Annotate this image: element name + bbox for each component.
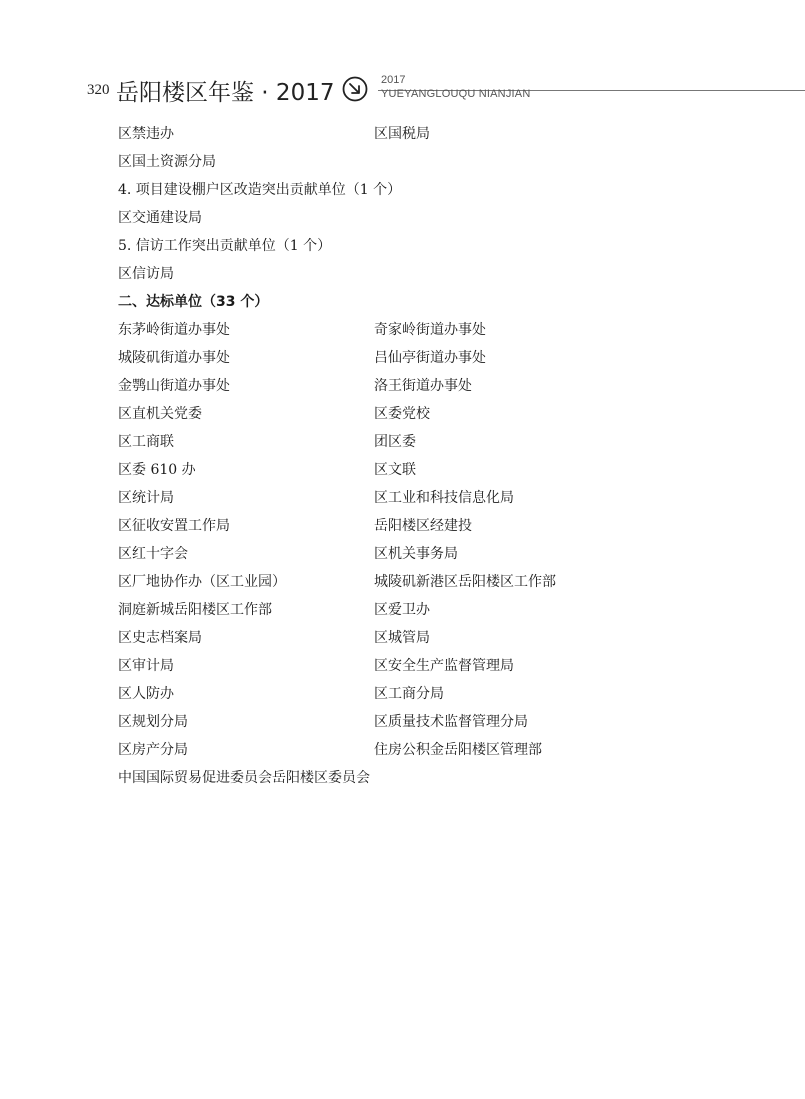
list-item: 区交通建设局 bbox=[118, 210, 202, 226]
list-row bbox=[118, 680, 758, 708]
list-row bbox=[118, 428, 758, 456]
list-row bbox=[118, 204, 758, 232]
list-row bbox=[118, 456, 758, 484]
arrow-circle-icon bbox=[342, 76, 368, 102]
list-item: 城陵矶新港区岳阳楼区工作部 bbox=[374, 574, 556, 590]
list-item: 金鹗山街道办事处 bbox=[118, 378, 230, 394]
list-item: 区工商分局 bbox=[374, 686, 444, 702]
section-heading-text: 二、达标单位（33 个） bbox=[118, 294, 269, 310]
list-row bbox=[118, 512, 758, 540]
list-item: 区信访局 bbox=[118, 266, 174, 282]
list-item: 洛王街道办事处 bbox=[374, 378, 472, 394]
list-item: 区机关事务局 bbox=[374, 546, 458, 562]
list-row bbox=[118, 540, 758, 568]
list-item: 区人防办 bbox=[118, 686, 174, 702]
list-row bbox=[118, 316, 758, 344]
list-item: 岳阳楼区经建投 bbox=[374, 518, 472, 534]
list-item: 区委党校 bbox=[374, 406, 430, 422]
list-row bbox=[118, 596, 758, 624]
list-item: 区安全生产监督管理局 bbox=[374, 658, 514, 674]
page-header bbox=[0, 66, 805, 116]
list-item: 区工商联 bbox=[118, 434, 174, 450]
list-item: 中国国际贸易促进委员会岳阳楼区委员会 bbox=[118, 770, 370, 786]
section-subheading bbox=[118, 176, 758, 204]
list-row bbox=[118, 372, 758, 400]
list-item: 区征收安置工作局 bbox=[118, 518, 230, 534]
list-row bbox=[118, 400, 758, 428]
list-item: 奇家岭街道办事处 bbox=[374, 322, 486, 338]
list-item: 区厂地协作办（区工业园） bbox=[118, 574, 286, 590]
list-item: 区红十字会 bbox=[118, 546, 188, 562]
list-item: 区房产分局 bbox=[118, 742, 188, 758]
list-item: 城陵矶街道办事处 bbox=[118, 350, 230, 366]
list-item: 住房公积金岳阳楼区管理部 bbox=[374, 742, 542, 758]
list-row bbox=[118, 652, 758, 680]
subtitle-pinyin: YUEYANGLOUQU NIANJIAN bbox=[381, 88, 531, 100]
list-item: 区城管局 bbox=[374, 630, 430, 646]
list-row bbox=[118, 260, 758, 288]
list-row bbox=[118, 120, 758, 148]
list-item: 区质量技术监督管理分局 bbox=[374, 714, 528, 730]
list-item: 区文联 bbox=[374, 462, 416, 478]
list-item: 区史志档案局 bbox=[118, 630, 202, 646]
list-item: 区统计局 bbox=[118, 490, 174, 506]
section-heading bbox=[118, 288, 758, 316]
list-item: 团区委 bbox=[374, 434, 416, 450]
list-item: 区工业和科技信息化局 bbox=[374, 490, 514, 506]
list-row bbox=[118, 484, 758, 512]
book-title: 岳阳楼区年鉴 · 2017 bbox=[116, 80, 335, 106]
subtitle-year: 2017 bbox=[381, 74, 406, 86]
list-item: 区规划分局 bbox=[118, 714, 188, 730]
list-item: 区直机关党委 bbox=[118, 406, 202, 422]
list-row bbox=[118, 344, 758, 372]
list-item: 区审计局 bbox=[118, 658, 174, 674]
list-item: 区国土资源分局 bbox=[118, 154, 216, 170]
list-row bbox=[118, 568, 758, 596]
list-item: 区委 610 办 bbox=[118, 462, 196, 478]
list-item: 区国税局 bbox=[374, 126, 430, 142]
list-item: 洞庭新城岳阳楼区工作部 bbox=[118, 602, 272, 618]
list-row bbox=[118, 736, 758, 764]
list-item: 吕仙亭街道办事处 bbox=[374, 350, 486, 366]
section-subheading bbox=[118, 232, 758, 260]
list-item: 4. 项目建设棚户区改造突出贡献单位（1 个） bbox=[118, 182, 402, 198]
unit-list bbox=[118, 120, 758, 792]
list-row bbox=[118, 708, 758, 736]
list-item: 区爱卫办 bbox=[374, 602, 430, 618]
list-item: 5. 信访工作突出贡献单位（1 个） bbox=[118, 238, 332, 254]
list-row bbox=[118, 148, 758, 176]
list-item: 东茅岭街道办事处 bbox=[118, 322, 230, 338]
list-row bbox=[118, 764, 758, 792]
list-item: 区禁违办 bbox=[118, 126, 174, 142]
page-number: 320 bbox=[87, 82, 110, 98]
list-row bbox=[118, 624, 758, 652]
